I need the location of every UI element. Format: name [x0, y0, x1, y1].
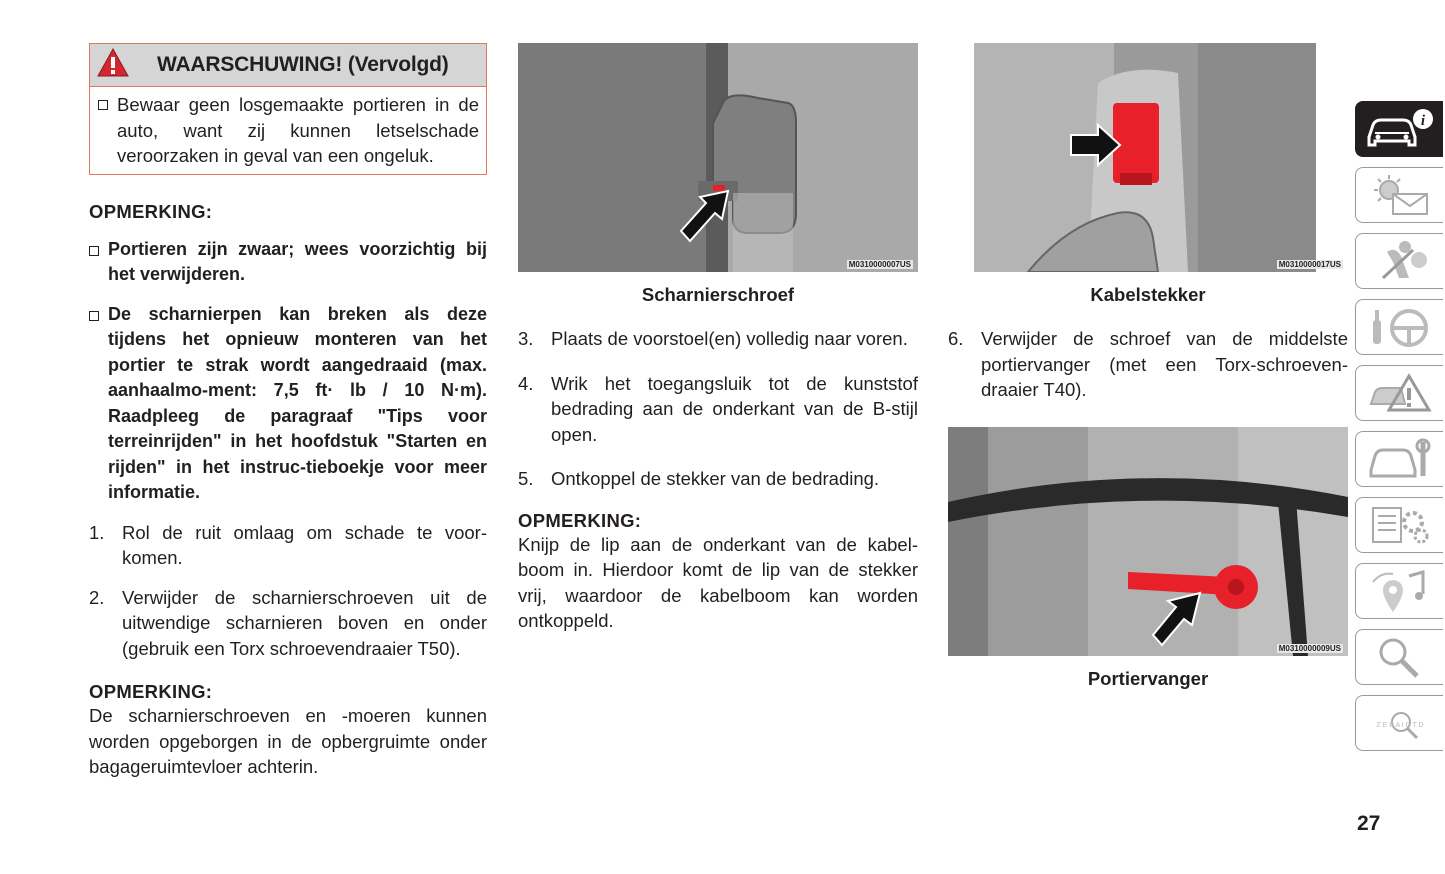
cable-connector-illustration: [948, 43, 1348, 272]
step-text: Wrik het toegangsluik tot de kunststof bedrading aan de onderkant van de B-stijl open.: [551, 372, 918, 445]
door-check-photo: [948, 427, 1348, 656]
index-letters: Z E B A I C T D: [1375, 722, 1424, 729]
index-icon: [1365, 700, 1435, 746]
right-column: [948, 43, 1348, 690]
service-maintenance-icon: [1365, 436, 1435, 482]
note-heading: OPMERKING:: [518, 509, 642, 531]
step-item: [518, 326, 918, 352]
multimedia-icon: [1365, 568, 1435, 614]
bullet-square-icon: [98, 100, 108, 110]
step-text: Plaats de voorstoel(en) volledig naar voren.: [551, 328, 908, 349]
note-heading: OPMERKING:: [89, 681, 213, 702]
step-number: 2.: [89, 586, 105, 608]
hinge-screw-photo: [518, 43, 918, 272]
bullet-square-icon: [89, 311, 99, 321]
door-check-illustration: [948, 427, 1348, 656]
bullet-text: Portieren zijn zwaar; wees voorzichtig bij het verwijderen.: [108, 238, 487, 284]
step-number: 3.: [518, 328, 534, 349]
step-text: Verwijder de scharnierschroeven uit de uitwendige scharnieren boven en onder (gebruik een Torx schroevendraaier T50).: [122, 586, 487, 659]
bold-bullet: [89, 237, 487, 288]
tab-technical-specs[interactable]: [1355, 497, 1443, 553]
starting-driving-icon: [1365, 304, 1435, 350]
note-heading: OPMERKING:: [89, 200, 213, 222]
tab-multimedia[interactable]: [1355, 563, 1443, 619]
technical-specs-icon: [1365, 502, 1435, 548]
tab-safety[interactable]: [1355, 233, 1443, 289]
cable-connector-photo: [948, 43, 1348, 272]
step-number: 4.: [518, 372, 534, 394]
warning-body: [90, 87, 486, 174]
chapter-tabs: [1355, 101, 1445, 761]
emergency-icon: [1365, 370, 1435, 416]
warning-triangle-icon: [96, 47, 130, 79]
step-text: Rol de ruit omlaag om schade te voor-komen.: [122, 521, 487, 568]
note-text: Knijp de lip aan de onderkant van de kabel-boom in. Hierdoor komt de lip van de stekker vrij, waardoor de kabelboom kan worden ontkoppeld.: [518, 533, 918, 631]
tab-starting-driving[interactable]: [1355, 299, 1443, 355]
warning-text: Bewaar geen losgemaakte portieren in de auto, want zij kunnen letselschade veroorzaken in geval van een ongeluk.: [117, 94, 479, 166]
safety-airbag-icon: [1365, 238, 1435, 284]
note-text: De scharnierschroeven en -moeren kunnen worden opgeborgen in de opbergruimte onder bagageruimtevloer achterin.: [89, 705, 487, 777]
car-info-icon: [1363, 107, 1437, 151]
step-number: 1.: [89, 521, 105, 543]
image-caption: Scharnierschroef: [641, 284, 795, 305]
step-number: 6.: [948, 328, 964, 349]
step-item: [948, 326, 1348, 403]
bullet-square-icon: [89, 246, 99, 256]
image-code: M0310000009US: [1278, 643, 1341, 653]
tab-search[interactable]: [1355, 629, 1443, 685]
tab-car-info[interactable]: [1355, 101, 1443, 157]
hinge-illustration: [518, 43, 918, 272]
image-code: M0310000017US: [1278, 260, 1341, 269]
middle-column: [518, 43, 918, 634]
bullet-text: De scharnierpen kan breken als deze tijdens het opnieuw monteren van het portier te strak wordt aangedraaid (max. aanhaalmo-ment: 7,5 ft· lb / 10 N·m). Raadpleeg de paragraaf "Tips voor terreinrijden" in het hoofdstuk "Starten en rijden" in het instruc-tieboekje voor meer informatie.: [108, 303, 487, 502]
tab-dashboard-lights[interactable]: [1355, 167, 1443, 223]
image-code: M0310000007US: [848, 260, 911, 269]
image-caption: Kabelstekker: [1090, 284, 1206, 305]
step-item: [89, 585, 487, 662]
bold-bullet: [89, 302, 487, 506]
warning-title: WAARSCHUWING! (Vervolgd): [157, 53, 449, 76]
left-column: [89, 43, 487, 780]
step-item: [518, 466, 918, 492]
page-number: 27: [1357, 812, 1381, 835]
warning-box: [89, 43, 487, 175]
search-icon: [1365, 634, 1435, 680]
warning-header: [90, 44, 486, 87]
tab-index[interactable]: [1355, 695, 1443, 751]
step-text: Verwijder de schroef van de middelste portiervanger (met een Torx-schroeven-draaier T40).: [981, 328, 1348, 400]
step-item: [89, 520, 487, 571]
step-item: [518, 371, 918, 448]
tab-emergency[interactable]: [1355, 365, 1443, 421]
step-text: Ontkoppel de stekker van de bedrading.: [551, 468, 880, 489]
tab-service[interactable]: [1355, 431, 1443, 487]
dashboard-lights-message-icon: [1365, 172, 1435, 218]
svg-text:i: i: [1420, 113, 1425, 129]
step-number: 5.: [518, 468, 534, 489]
image-caption: Portiervanger: [1087, 667, 1209, 689]
